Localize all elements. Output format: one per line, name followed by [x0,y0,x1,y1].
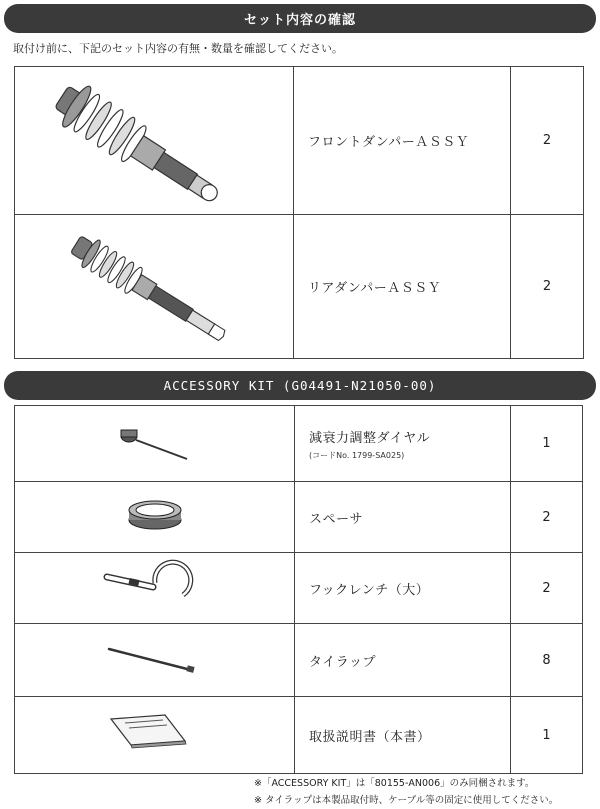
table-row [15,67,584,215]
part-quantity: 2 [511,553,583,624]
part-quantity: 2 [511,215,584,359]
manual-icon [15,697,295,773]
part-image-cell [15,624,295,697]
section-title: セット内容の確認 [243,13,356,28]
rear-damper-icon [15,215,294,358]
hook-wrench-icon [15,553,295,623]
footnote: ※ タイラップは本製品取付時、ケーブル等の固定に使用してください。 [254,795,559,806]
part-quantity: 1 [511,697,583,774]
part-image-cell [15,406,295,482]
part-image-cell [15,215,294,359]
section-header-set-contents [4,4,596,33]
section-title: ACCESSORY KIT (G04491-N21050-00) [163,378,437,393]
part-image-cell [15,67,294,215]
front-damper-icon [15,67,294,214]
spacer-icon [15,482,295,552]
part-name [295,406,511,482]
table-row [15,406,583,482]
part-quantity: 2 [511,67,584,215]
part-image-cell [15,697,295,774]
footnotes [254,775,558,809]
adjust-dial-icon [15,406,295,481]
accessory-table [14,405,583,774]
part-quantity: 2 [511,482,583,553]
part-quantity: 8 [511,624,583,697]
footnote: ※「ACCESSORY KIT」は「80155-AN006」のみ同梱されます。 [254,778,535,789]
cable-tie-icon [15,624,295,696]
intro-text: 取付け前に、下記のセット内容の有無・数量を確認してください。 [13,42,343,55]
section-header-accessory-kit [4,371,596,400]
table-row [15,624,583,697]
part-name: スペーサ [295,482,511,553]
table-row [15,697,583,774]
table-row [15,215,584,359]
part-quantity: 1 [511,406,583,482]
part-image-cell [15,482,295,553]
part-code: (コードNo. 1799-SA025) [309,450,405,460]
part-name: リアダンパーＡＳＳＹ [294,215,511,359]
table-row [15,553,583,624]
table-row [15,482,583,553]
main-parts-table [14,66,584,359]
part-name: フロントダンパーＡＳＳＹ [294,67,511,215]
part-name: タイラップ [295,624,511,697]
part-image-cell [15,553,295,624]
part-name: 取扱説明書（本書） [295,697,511,774]
part-name-text: 減衰力調整ダイヤル [309,430,431,446]
part-name: フックレンチ（大） [295,553,511,624]
